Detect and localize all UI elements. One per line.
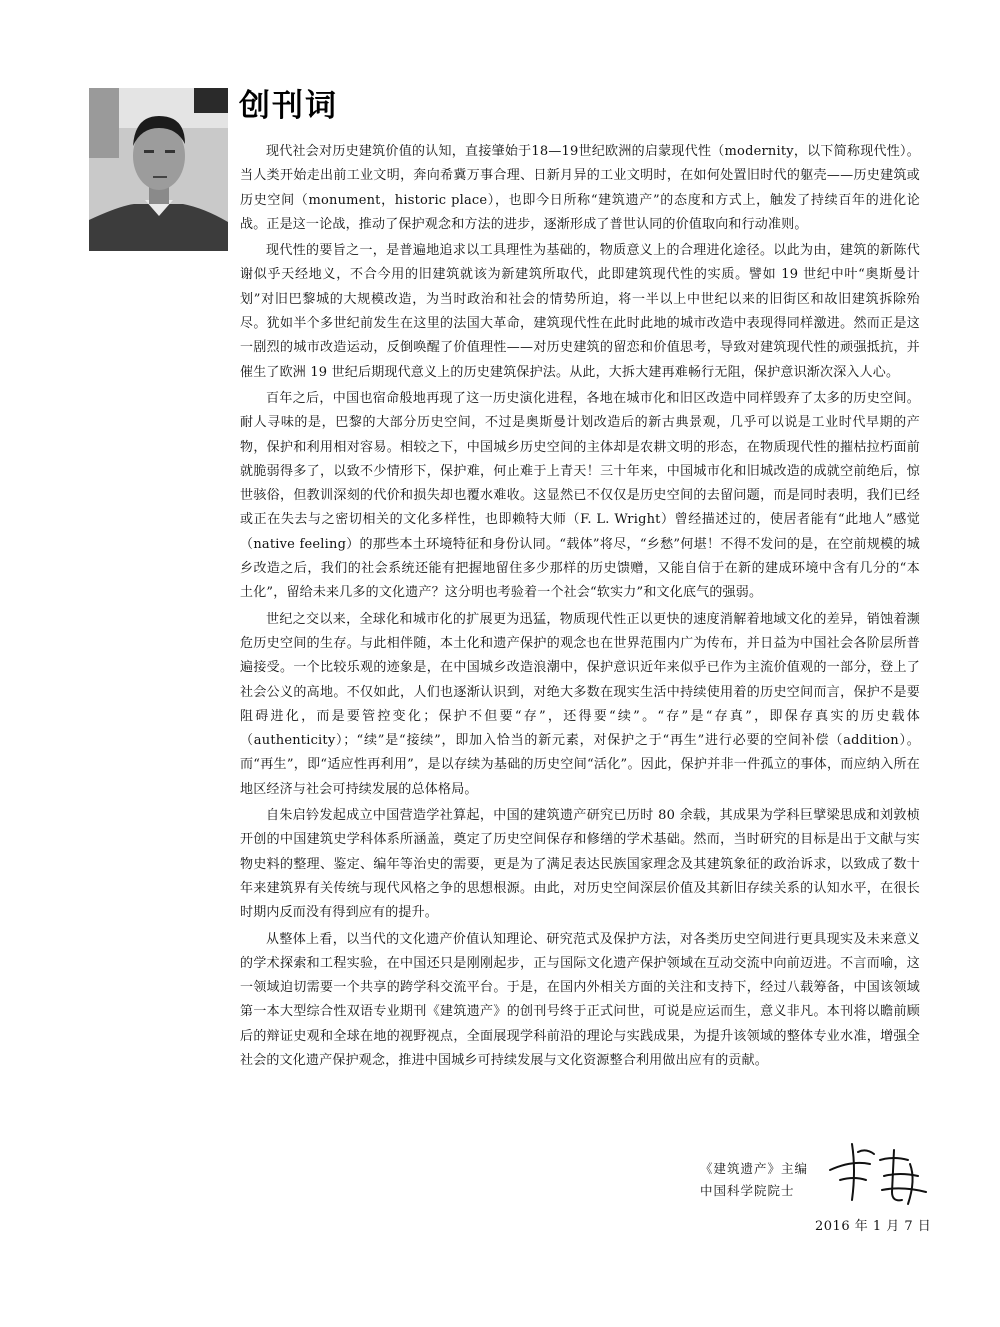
page-title: 创刊词 — [239, 88, 338, 124]
paragraph: 现代性的要旨之一，是普遍地追求以工具理性为基础的，物质意义上的合理进化途径。以此为由，建筑的新陈代谢似乎天经地义，不合今用的旧建筑就该为新建筑所取代，此即建筑现代性的实质。譬如 19 世纪中叶“奥斯曼计划”对旧巴黎城的大规模改造，为当时政治和社会的情势所迫，将一半以上中世纪以来的旧街区和故旧建筑拆除殆尽。犹如半个多世纪前发生在这里的法国大革命，建筑现代性在此时此地的城市改造中表现得同样激进。然而正是这一剧烈的城市改造运动，反倒唤醒了价值理性——对历史建筑的留恋和价值思考，导致对建筑现代性的顽强抵抗，并催生了欧洲 19 世纪后期现代意义上的历史建筑保护法。从此，大拆大建再难畅行无阻，保护意识渐次深入人心。 — [240, 243, 920, 380]
author-affiliation: 中国科学院院士 — [700, 1183, 795, 1198]
paragraph: 从整体上看，以当代的文化遗产价值认知理论、研究范式及保护方法，对各类历史空间进行更具现实及未来意义的学术探索和工程实验，在中国还只是刚刚起步，正与国际文化遗产保护领域在互动交流中向前迈进。不言而喻，这一领域迫切需要一个共享的跨学科交流平台。于是，在国内外相关方面的关注和支持下，经过八载筹备，中国该领域第一本大型综合性双语专业期刊《建筑遗产》的创刊号终于正式问世，可说是应运而生，意义非凡。本刊将以瞻前顾后的辩证史观和全球在地的视野视点，全面展现学科前沿的理论与实践成果，为提升该领域的整体专业水准，增强全社会的文化遗产保护观念，推进中国城乡可持续发展与文化资源整合利用做出应有的贡献。 — [240, 931, 920, 1068]
paragraph: 百年之后，中国也宿命般地再现了这一历史演化进程，各地在城市化和旧区改造中同样毁弃了太多的历史空间。耐人寻味的是，巴黎的大部分历史空间，不过是奥斯曼计划改造后的新古典景观，几乎可以说是工业时代早期的产物，保护和利用相对容易。相较之下，中国城乡历史空间的主体却是农耕文明的形态，在物质现代性的摧枯拉朽面前就脆弱得多了，以致不少情形下，保护难，何止难于上青天！三十年来，中国城市化和旧城改造的成就空前绝后，惊世骇俗，但教训深刻的代价和损失却也覆水难收。这显然已不仅仅是历史空间的去留问题，而是同时表明，我们已经或正在失去与之密切相关的文化多样性，也即赖特大师（F. L. Wright）曾经描述过的，使居者能有“此地人”感觉（native feeling）的那些本土环境特征和身份认同。“载体”将尽，“乡愁”何堪！不得不发问的是，在空前规模的城乡改造之后，我们的社会系统还能有把握地留住多少那样的历史馈赠，又能自信于在新的建成环境中含有几分的“本土化”，留给未来几多的文化遗产？这分明也考验着一个社会“软实力”和文化底气的强弱。 — [240, 390, 920, 601]
editorial-body — [240, 140, 920, 1073]
paragraph: 世纪之交以来，全球化和城市化的扩展更为迅猛，物质现代性正以更快的速度消解着地域文化的差异，销蚀着濒危历史空间的生存。与此相伴随，本土化和遗产保护的观念也在世界范围内广为传布，并日益为中国社会各阶层所普遍接受。一个比较乐观的迹象是，在中国城乡改造浪潮中，保护意识近年来似乎已作为主流价值观的一部分，登上了社会公义的高地。不仅如此，人们也逐渐认识到，对绝大多数在现实生活中持续使用着的历史空间而言，保护不是要阻碍进化，而是要管控变化；保护不但要“存”，还得要“续”。“存”是“存真”，即保存真实的历史载体（authenticity）；“续”是“接续”，即加入恰当的新元素，对保护之于“再生”进行必要的空间补偿（addition）。而“再生”，即“适应性再利用”，是以存续为基础的历史空间“活化”。因此，保护并非一件孤立的事体，而应纳入所在地区经济与社会可持续发展的总体格局。 — [240, 611, 920, 797]
handwritten-signature — [822, 1130, 932, 1215]
publication-date: 2016 年 1 月 7 日 — [815, 1219, 932, 1234]
author-credit — [700, 1158, 808, 1202]
author-role: 《建筑遗产》主编 — [700, 1161, 809, 1176]
paragraph: 自朱启钤发起成立中国营造学社算起，中国的建筑遗产研究已历时 80 余载，其成果为学科巨擘梁思成和刘敦桢开创的中国建筑史学科体系所涵盖，奠定了历史空间保存和修缮的学术基础。然而，当时研究的目标是出于文献与实物史料的整理、鉴定、编年等治史的需要，更是为了满足表达民族国家理念及其建筑象征的政治诉求，以致成了数十年来建筑界有关传统与现代风格之争的思想根源。由此，对历史空间深层价值及其新旧存续关系的认知水平，在很长时期内反而没有得到应有的提升。 — [240, 808, 920, 921]
author-portrait — [89, 88, 228, 251]
paragraph: 现代社会对历史建筑价值的认知，直接肇始于18—19世纪欧洲的启蒙现代性（modernity，以下简称现代性）。当人类开始走出前工业文明，奔向希冀万事合理、日新月异的工业文明时，在如何处置旧时代的躯壳——历史建筑或历史空间（monument，historic place），也即今日所称“建筑遗产”的态度和方式上，触发了持续百年的进化论战。正是这一论战，推动了保护观念和方法的进步，逐渐形成了普世认同的价值取向和行动准则。 — [240, 144, 920, 232]
